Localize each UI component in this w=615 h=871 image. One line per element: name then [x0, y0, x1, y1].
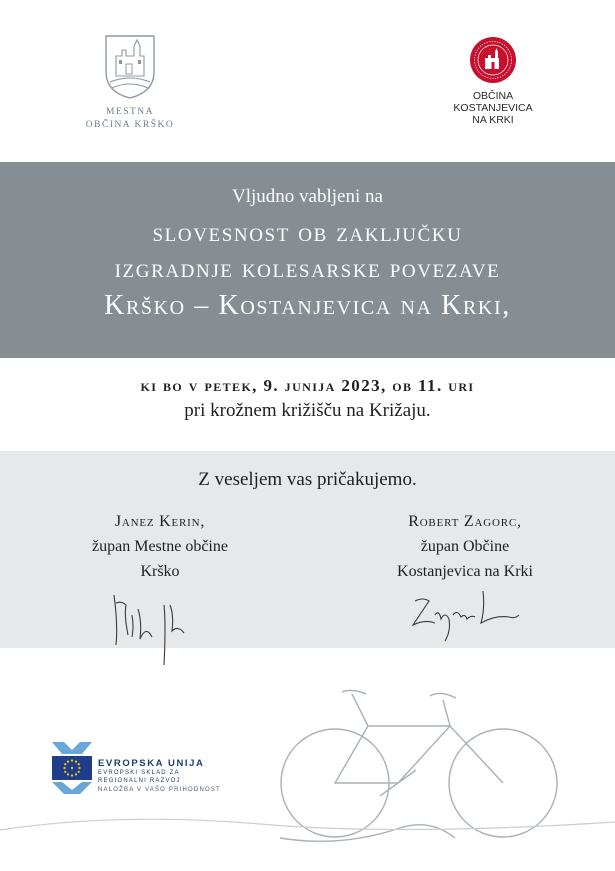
eu-text	[98, 758, 221, 794]
signer-role-right-1: župan Občine	[420, 538, 510, 555]
krsko-logo-line1: MESTNA	[105, 107, 155, 117]
invite-text: Vljudno vabljeni na	[232, 186, 383, 207]
event-details	[0, 374, 615, 424]
signature-left-icon	[108, 575, 194, 671]
eu-title: EVROPSKA UNIJA	[98, 758, 205, 769]
signature-right-icon	[405, 585, 523, 655]
signer-role-left-1: župan Mestne občine	[92, 538, 228, 555]
event-title-line3: Krško – Kostanjevica na Krki,	[104, 290, 511, 321]
event-location: pri krožnem križišču na Križaju.	[184, 400, 431, 421]
kostanjevica-logo-line3: NA KRKI	[472, 114, 514, 126]
eu-funding-logo	[52, 738, 252, 794]
signer-role-left-2: Krško	[140, 563, 180, 580]
signatures-section	[0, 451, 615, 648]
eu-flag-icon	[52, 738, 92, 794]
signer-role-right-2: Kostanjevica na Krki	[397, 563, 533, 580]
header	[0, 0, 615, 162]
eu-sub1: EVROPSKI SKLAD ZA	[98, 770, 180, 776]
kostanjevica-logo	[448, 36, 538, 126]
krsko-logo	[80, 32, 180, 132]
eu-sub2: REGIONALNI RAZVOJ	[98, 777, 181, 784]
kostanjevica-logo-line1: OBČINA	[472, 90, 514, 102]
event-title-line1: slovesnost ob zaključku	[152, 217, 463, 247]
krsko-coat-of-arms-icon	[102, 32, 158, 100]
eu-note: NALOŽBA V VAŠO PRIHODNOST	[98, 787, 221, 793]
signer-name-right: Robert Zagorc,	[408, 513, 522, 530]
kostanjevica-seal-icon	[469, 36, 517, 84]
expect-text: Z veseljem vas pričakujemo.	[198, 469, 417, 490]
title-banner	[0, 162, 615, 358]
signature-block-right	[355, 509, 575, 584]
kostanjevica-logo-line2: KOSTANJEVICA	[453, 102, 533, 114]
landscape-line-icon	[0, 800, 615, 871]
kostanjevica-logo-text	[448, 90, 538, 126]
krsko-logo-line2: OBČINA KRŠKO	[85, 120, 175, 130]
event-date-time: ki bo v petek, 9. junija 2023, ob 11. uri	[140, 376, 475, 395]
event-title-line2: izgradnje kolesarske povezave	[114, 253, 501, 283]
signer-name-left: Janez Kerin,	[114, 513, 206, 530]
signature-block-left	[50, 509, 270, 584]
